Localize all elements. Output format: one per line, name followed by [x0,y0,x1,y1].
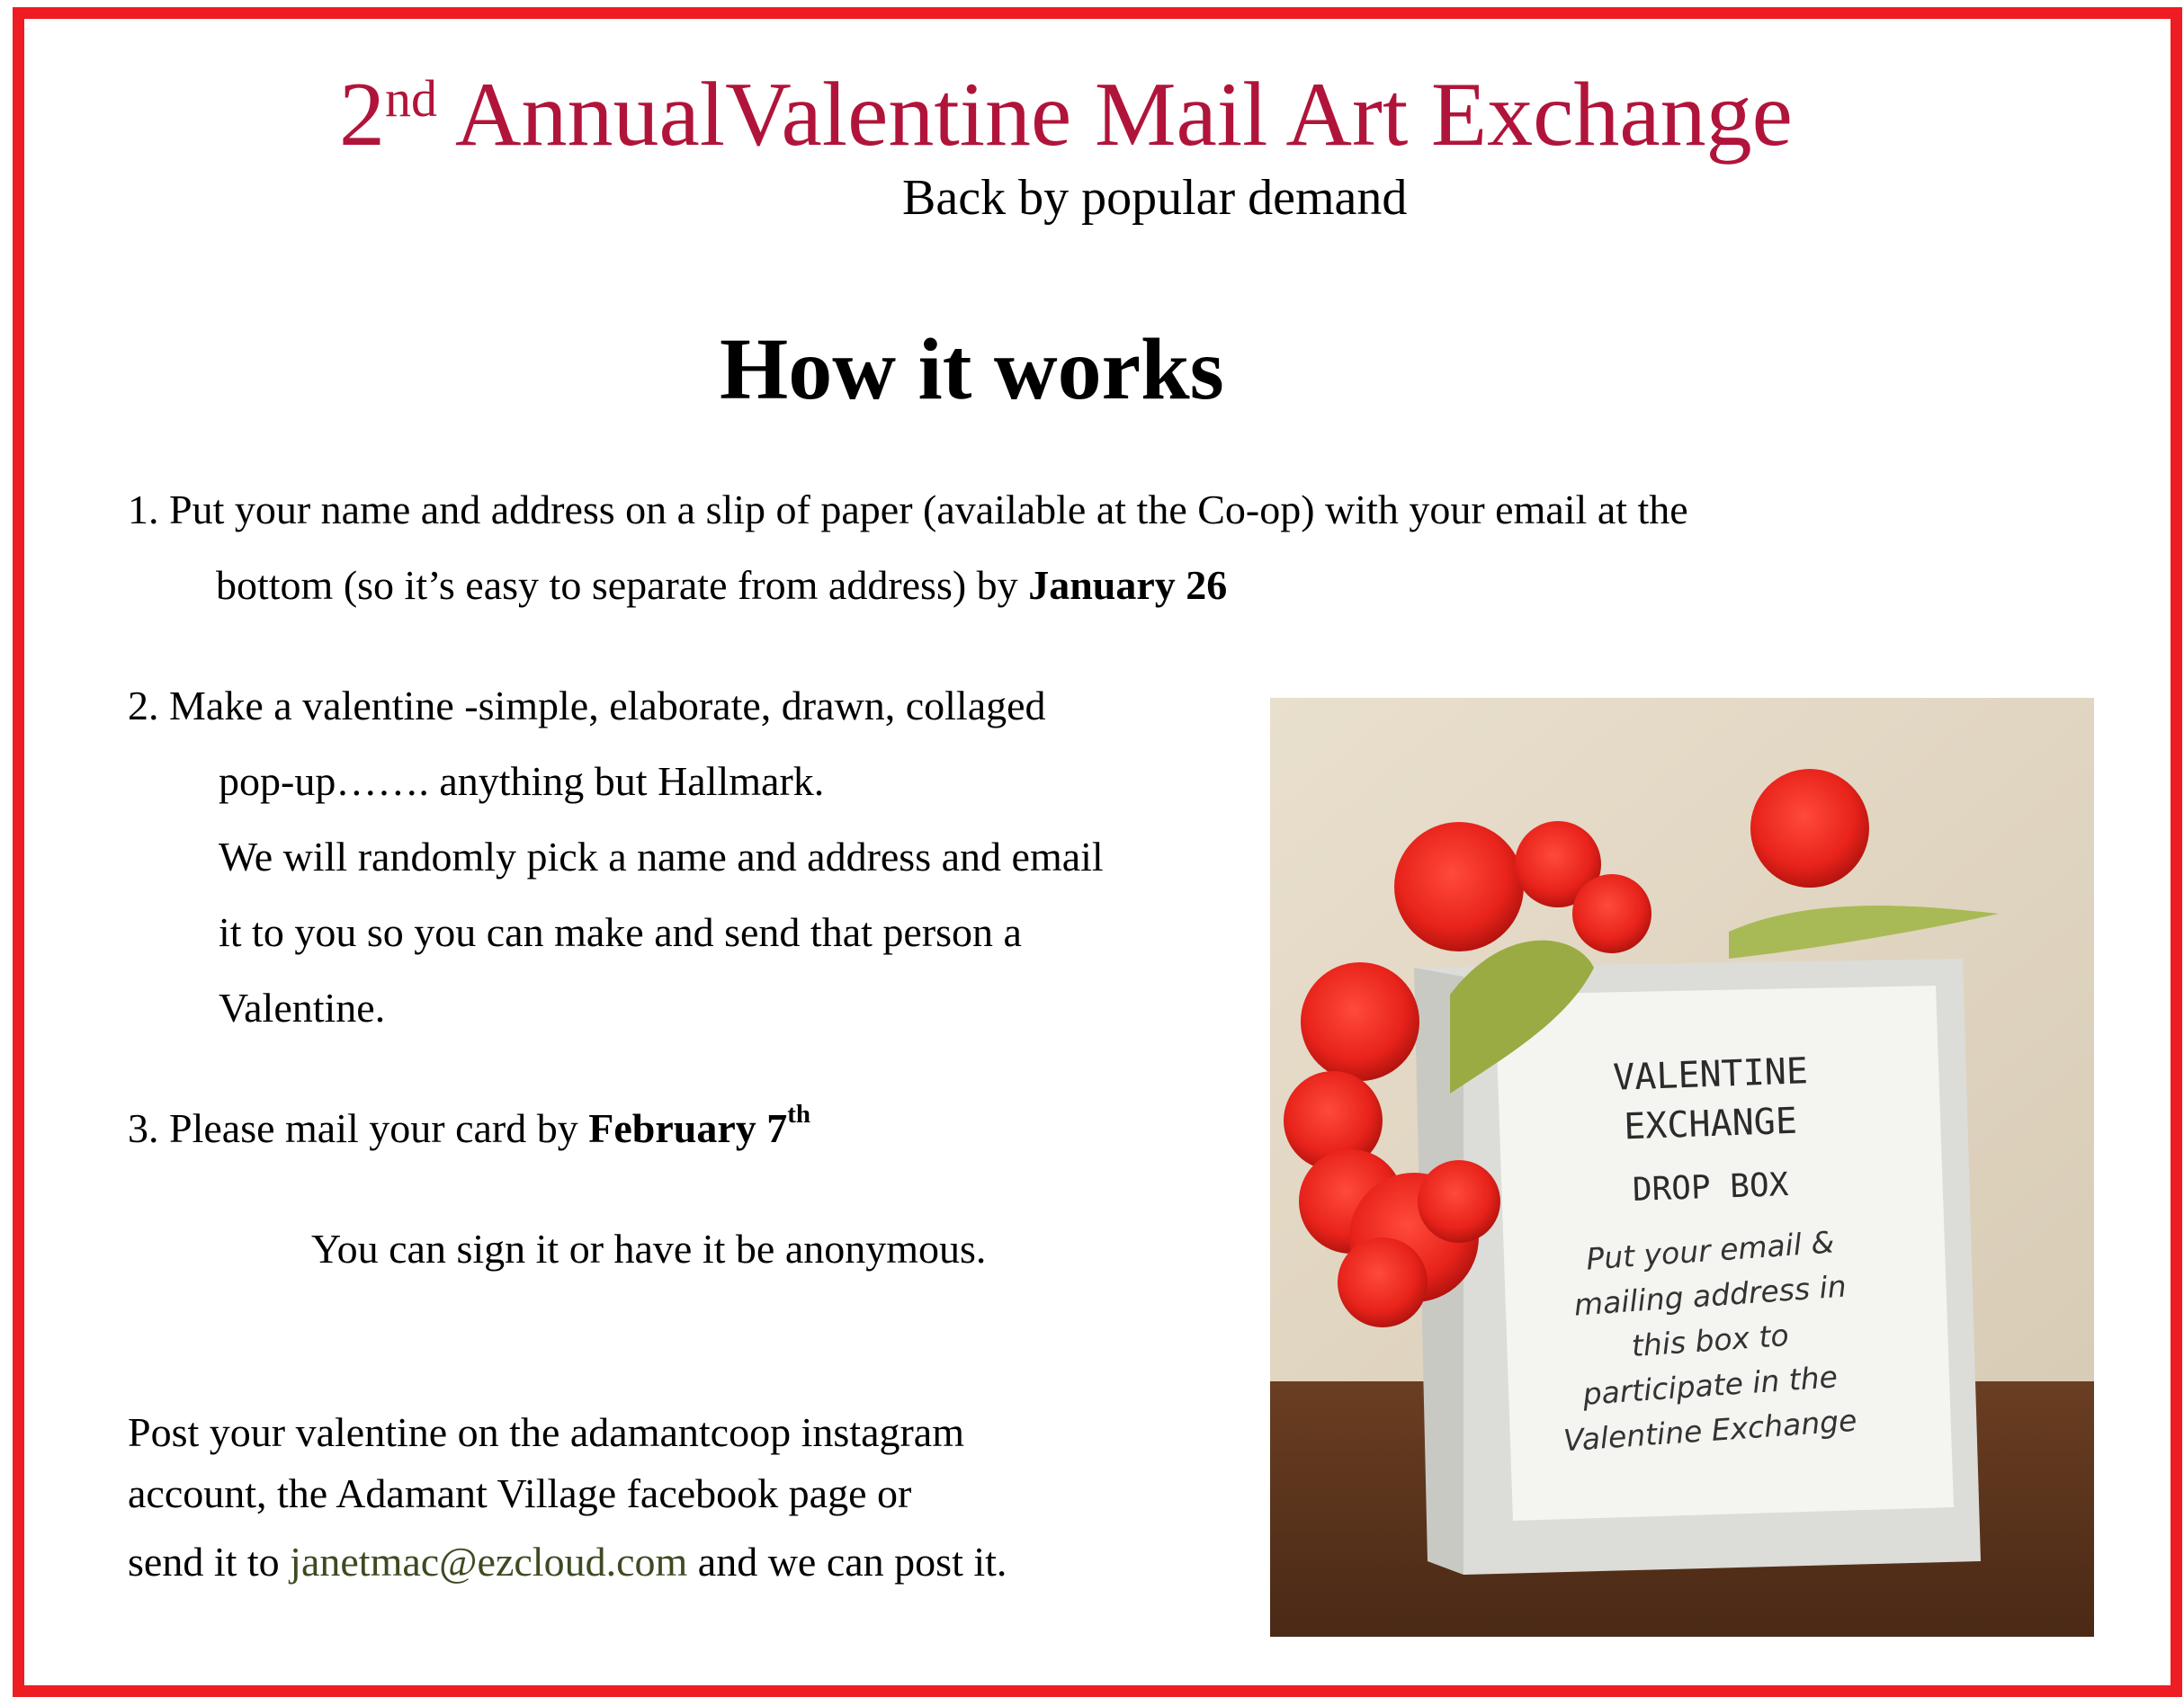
box-note-line-2: mailing address in [1572,1268,1848,1323]
box-note-line-1: Put your email & [1585,1224,1836,1277]
deadline-february: February 7 [588,1105,788,1151]
anonymous-note: You can sign it or have it be anonymous. [311,1226,987,1272]
page-title: 2nd AnnualValentine Mail Art Exchange [339,64,1793,165]
step-2-line-2: pop-up……. anything but Hallmark. [219,758,825,804]
drop-box-photo [1270,698,2094,1637]
deadline-january: January 26 [1028,562,1228,608]
post-line-1: Post your valentine on the adamantcoop instagram [128,1409,964,1455]
email-link[interactable]: janetmac@ezcloud.com [290,1539,688,1585]
box-label-line-3: DROP BOX [1632,1166,1789,1210]
box-label-line-2: EXCHANGE [1623,1100,1798,1148]
step-2-line-5: Valentine. [219,985,386,1031]
step-2-line-4: it to you so you can make and send that person a [219,909,1022,955]
step-2-line-1: 2. Make a valentine -simple, elaborate, drawn, collaged [128,683,1046,728]
step-3: 3. Please mail your card by February 7th [128,1100,811,1151]
page-subtitle: Back by popular demand [902,170,1408,226]
box-note-line-4: participate in the [1581,1359,1839,1412]
box-label-line-1: VALENTINE [1612,1050,1809,1099]
box-note-line-5: Valentine Exchange [1562,1402,1858,1459]
post-line-2: account, the Adamant Village facebook page or [128,1470,912,1516]
step-1-line-2: bottom (so it’s easy to separate from address) by January 26 [216,562,1228,608]
box-note-line-3: this box to [1630,1317,1790,1364]
section-heading: How it works [720,321,1224,418]
step-2-line-3: We will randomly pick a name and address and email [219,834,1104,880]
post-line-3: send it to janetmac@ezcloud.com and we can post it. [128,1539,1007,1585]
step-1-line-1: 1. Put your name and address on a slip of paper (available at the Co-op) with your email at the [128,487,1688,532]
